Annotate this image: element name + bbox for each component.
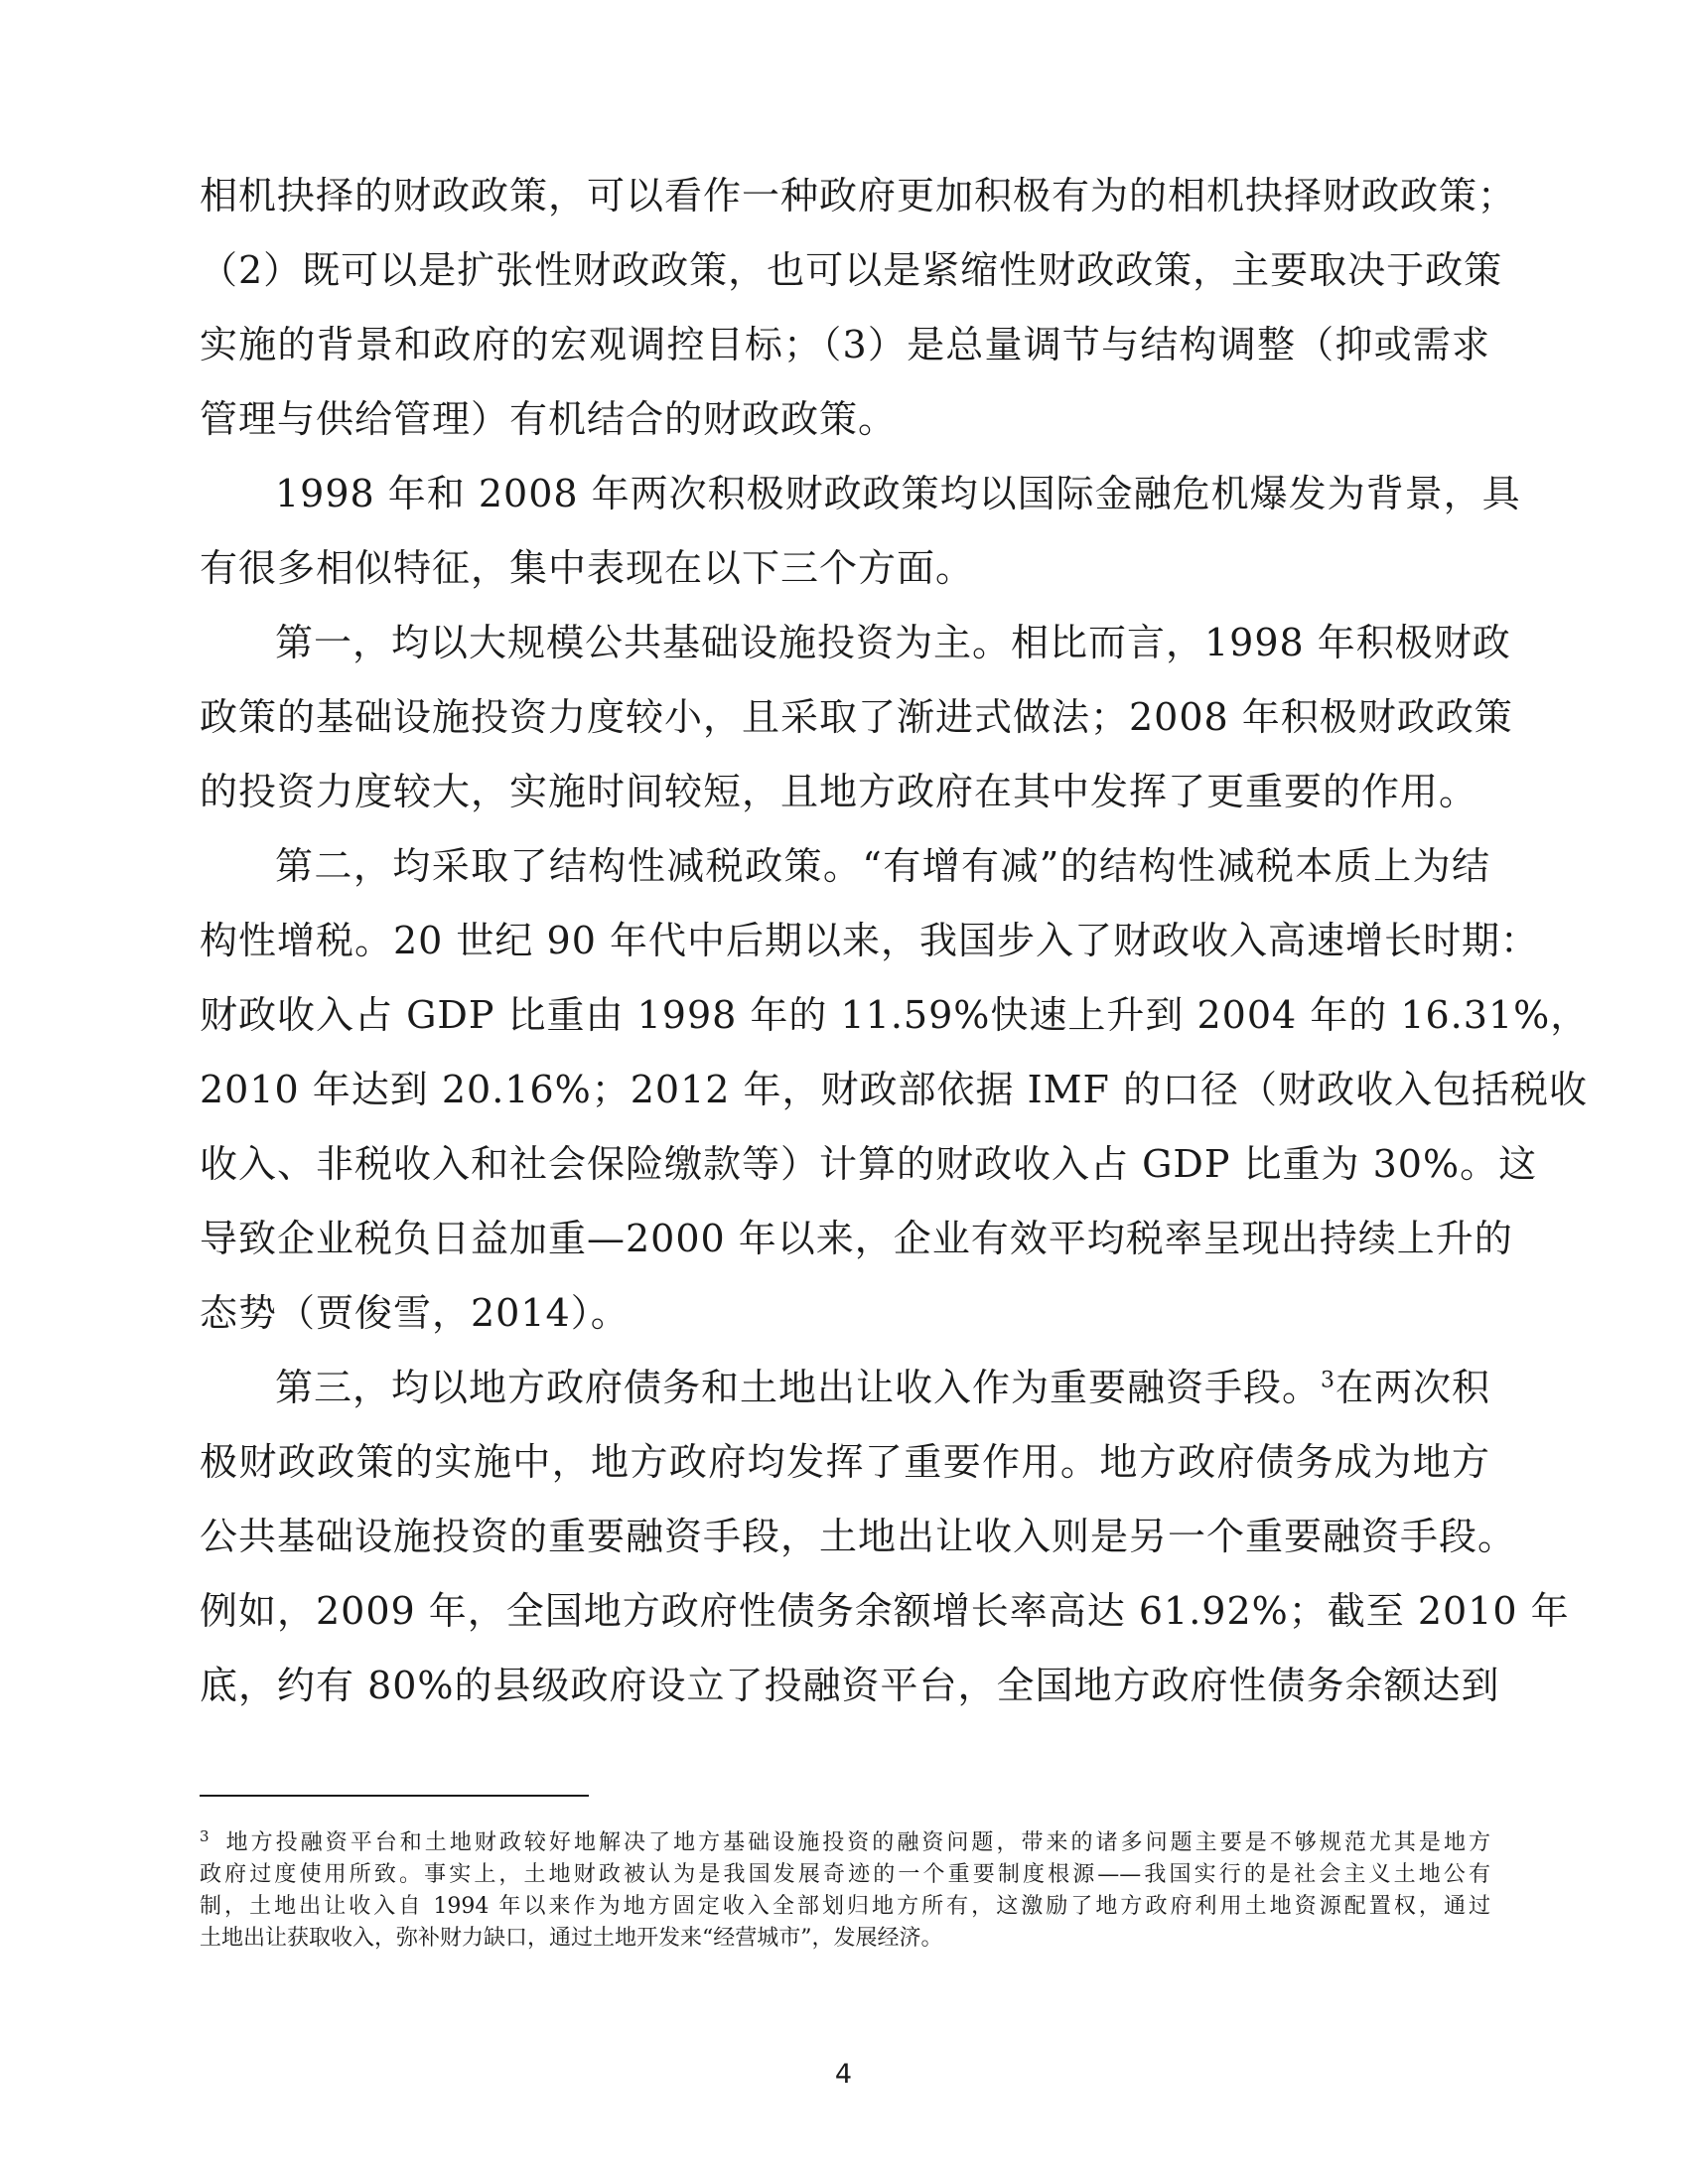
paragraph-line: 实施的背景和政府的宏观调控目标；（3）是总量调节与结构调整（抑或需求 [200, 323, 1490, 366]
body-text [200, 159, 1590, 1723]
paragraph-line: 相机抉择的财政政策，可以看作一种政府更加积极有为的相机抉择财政政策； [200, 174, 1517, 218]
paragraph-line: 公共基础设施投资的重要融资手段，土地出让收入则是另一个重要融资手段。 [200, 1515, 1517, 1558]
footnote-line [200, 1827, 1490, 1859]
paragraph-line: 第一，均以大规模公共基础设施投资为主。相比而言，1998 年积极财政 [275, 621, 1511, 664]
paragraph-line: 底，约有 80%的县级政府设立了投融资平台，全国地方政府性债务余额达到 [200, 1664, 1500, 1707]
paragraph-line: 导致企业税负日益加重—2000 年以来，企业有效平均税率呈现出持续上升的 [200, 1217, 1513, 1260]
paragraph-line: 例如，2009 年，全国地方政府性债务余额增长率高达 61.92%；截至 2010 年 [200, 1589, 1570, 1633]
paragraph-line: 财政收入占 GDP 比重由 1998 年的 11.59%快速上升到 2004 年的 16.31%， [200, 993, 1590, 1037]
paragraph-line: 有很多相似特征，集中表现在以下三个方面。 [200, 546, 975, 590]
paragraph-line: 的投资力度较大，实施时间较短，且地方政府在其中发挥了更重要的作用。 [200, 770, 1478, 813]
footnote-line: 制，土地出让收入自 1994 年以来作为地方固定收入全部划归地方所有，这激励了地方政府利用土地资源配置权，通过 [200, 1894, 1490, 1919]
paragraph-line: 极财政政策的实施中，地方政府均发挥了重要作用。地方政府债务成为地方 [200, 1440, 1490, 1484]
footnote-reference[interactable]: 3 [1321, 1368, 1336, 1393]
paragraph-line-text: 第三，均以地方政府债务和土地出让收入作为重要融资手段。 [275, 1366, 1322, 1409]
paragraph-line: 管理与供给管理）有机结合的财政政策。 [200, 397, 898, 441]
footnote-line: 政府过度使用所致。事实上，土地财政被认为是我国发展奇迹的一个重要制度根源——我国实行的是社会主义土地公有 [200, 1862, 1490, 1887]
paragraph-line: （2）既可以是扩张性财政政策，也可以是紧缩性财政政策，主要取决于政策 [200, 248, 1503, 292]
footnote [200, 1827, 1490, 1955]
paragraph-line-with-footnote-ref [200, 1351, 1490, 1425]
paragraph-line: 1998 年和 2008 年两次积极财政政策均以国际金融危机爆发为背景，具 [275, 472, 1521, 515]
footnote-marker: 3 [200, 1826, 210, 1845]
footnote-line-text: 地方投融资平台和土地财政较好地解决了地方基础设施投资的融资问题，带来的诸多问题主要是不够规范尤其是地方 [222, 1830, 1490, 1855]
paragraph-line: 2010 年达到 20.16%；2012 年，财政部依据 IMF 的口径（财政收入包括税收 [200, 1068, 1588, 1111]
paragraph-line: 构性增税。20 世纪 90 年代中后期以来，我国步入了财政收入高速增长时期： [200, 919, 1539, 962]
page-number: 4 [834, 2059, 853, 2090]
paragraph-line: 态势（贾俊雪，2014）。 [200, 1291, 630, 1335]
footnote-line: 土地出让获取收入，弥补财力缺口，通过土地开发来“经营城市”，发展经济。 [200, 1926, 943, 1951]
paragraph-line: 政策的基础设施投资力度较小，且采取了渐进式做法；2008 年积极财政政策 [200, 695, 1513, 739]
paragraph-line: 第二，均采取了结构性减税政策。“有增有减”的结构性减税本质上为结 [275, 844, 1490, 888]
paragraph-line-tail: 在两次积 [1336, 1366, 1491, 1409]
footnote-separator [200, 1795, 589, 1797]
paragraph-line: 收入、非税收入和社会保险缴款等）计算的财政收入占 GDP 比重为 30%。这 [200, 1142, 1538, 1186]
